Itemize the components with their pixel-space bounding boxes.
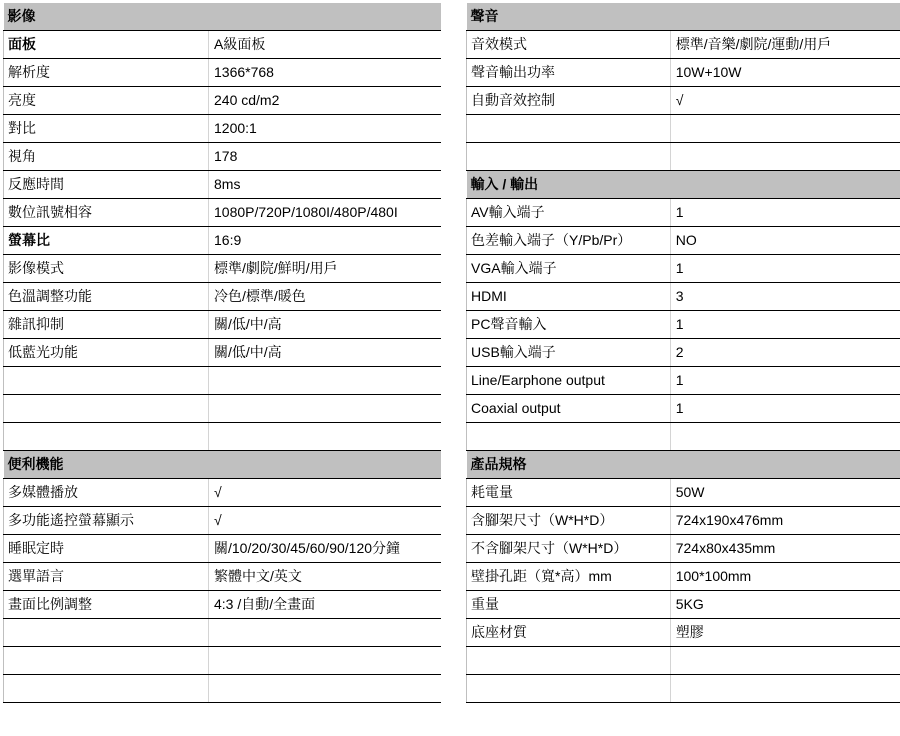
spec-label	[467, 143, 671, 171]
spec-row	[467, 507, 900, 535]
spec-value	[670, 423, 900, 451]
section-title: 產品規格	[467, 451, 671, 479]
spec-value	[209, 675, 441, 703]
spec-row	[467, 647, 900, 675]
spec-label	[4, 395, 209, 423]
spec-label: HDMI	[467, 283, 671, 311]
spec-row	[467, 591, 900, 619]
spec-row	[4, 227, 441, 255]
spec-row	[467, 367, 900, 395]
section-title: 輸入 / 輸出	[467, 171, 671, 199]
spec-label: 睡眠定時	[4, 535, 209, 563]
spec-value: 4:3 /自動/全畫面	[209, 591, 441, 619]
spec-row	[467, 115, 900, 143]
spec-label: VGA輸入端子	[467, 255, 671, 283]
spec-row	[4, 283, 441, 311]
spec-label	[4, 647, 209, 675]
spec-row	[467, 423, 900, 451]
spec-row	[467, 87, 900, 115]
spec-label: 低藍光功能	[4, 339, 209, 367]
spec-row	[467, 563, 900, 591]
spec-row	[467, 143, 900, 171]
spec-label: 畫面比例調整	[4, 591, 209, 619]
spec-value: 5KG	[670, 591, 900, 619]
section-header	[4, 3, 441, 31]
spec-label: 色溫調整功能	[4, 283, 209, 311]
section-header	[4, 451, 441, 479]
section-header	[467, 3, 900, 31]
spec-value: 塑膠	[670, 619, 900, 647]
spec-value	[209, 423, 441, 451]
spec-label: AV輸入端子	[467, 199, 671, 227]
spec-row	[4, 423, 441, 451]
spec-label: PC聲音輸入	[467, 311, 671, 339]
spec-label: 對比	[4, 115, 209, 143]
spec-row	[4, 395, 441, 423]
spec-value: √	[670, 87, 900, 115]
spec-value	[670, 115, 900, 143]
spec-row	[467, 227, 900, 255]
spec-label: 色差輸入端子（Y/Pb/Pr）	[467, 227, 671, 255]
spec-label: 雜訊抑制	[4, 311, 209, 339]
spec-label	[4, 423, 209, 451]
spec-label: 重量	[467, 591, 671, 619]
spec-value: 50W	[670, 479, 900, 507]
spec-value	[670, 647, 900, 675]
spec-row	[4, 87, 441, 115]
spec-row	[467, 59, 900, 87]
spec-label: 螢幕比	[4, 227, 209, 255]
spec-value: 240 cd/m2	[209, 87, 441, 115]
spec-value: 標準/音樂/劇院/運動/用戶	[670, 31, 900, 59]
spec-value: √	[209, 479, 441, 507]
section-title: 影像	[4, 3, 209, 31]
spec-row	[4, 535, 441, 563]
spec-row	[4, 591, 441, 619]
spec-label: 數位訊號相容	[4, 199, 209, 227]
spec-value: √	[209, 507, 441, 535]
section-header-spacer	[670, 451, 900, 479]
spec-value: 1200:1	[209, 115, 441, 143]
spec-value: 8ms	[209, 171, 441, 199]
spec-row	[4, 619, 441, 647]
spec-row	[4, 115, 441, 143]
spec-label	[4, 367, 209, 395]
spec-label	[4, 619, 209, 647]
spec-value: 2	[670, 339, 900, 367]
spec-label	[467, 675, 671, 703]
spec-value: 724x80x435mm	[670, 535, 900, 563]
section-header-spacer	[209, 451, 441, 479]
spec-value: 繁體中文/英文	[209, 563, 441, 591]
spec-row	[4, 255, 441, 283]
spec-row	[4, 199, 441, 227]
spec-label: 含腳架尺寸（W*H*D）	[467, 507, 671, 535]
spec-row	[467, 619, 900, 647]
spec-label: USB輸入端子	[467, 339, 671, 367]
spec-row	[467, 283, 900, 311]
spec-row	[467, 31, 900, 59]
spec-label: 影像模式	[4, 255, 209, 283]
spec-value: 1	[670, 395, 900, 423]
spec-row	[4, 171, 441, 199]
spec-label: 底座材質	[467, 619, 671, 647]
spec-label	[467, 115, 671, 143]
spec-row	[4, 143, 441, 171]
spec-row	[4, 675, 441, 703]
spec-value: 1366*768	[209, 59, 441, 87]
spec-row	[467, 339, 900, 367]
spec-row	[4, 31, 441, 59]
spec-label	[4, 675, 209, 703]
section-header-spacer	[670, 3, 900, 31]
spec-value	[209, 367, 441, 395]
spec-row	[467, 199, 900, 227]
spec-row	[467, 675, 900, 703]
spec-label	[467, 647, 671, 675]
spec-table-right	[466, 3, 900, 703]
spec-label	[467, 423, 671, 451]
spec-label: 視角	[4, 143, 209, 171]
spec-value	[670, 143, 900, 171]
spec-value: 724x190x476mm	[670, 507, 900, 535]
spec-label: 耗電量	[467, 479, 671, 507]
spec-row	[4, 367, 441, 395]
section-header-spacer	[209, 3, 441, 31]
spec-row	[467, 535, 900, 563]
spec-label: 反應時間	[4, 171, 209, 199]
spec-value: A級面板	[209, 31, 441, 59]
spec-value	[670, 675, 900, 703]
spec-value: 10W+10W	[670, 59, 900, 87]
spec-label: 音效模式	[467, 31, 671, 59]
spec-value	[209, 619, 441, 647]
spec-value: 1	[670, 367, 900, 395]
spec-label: 亮度	[4, 87, 209, 115]
spec-row	[4, 59, 441, 87]
spec-label: Line/Earphone output	[467, 367, 671, 395]
spec-value: 關/低/中/高	[209, 339, 441, 367]
spec-row	[4, 647, 441, 675]
spec-value: 冷色/標準/暖色	[209, 283, 441, 311]
spec-row	[467, 255, 900, 283]
section-title: 便利機能	[4, 451, 209, 479]
spec-value	[209, 647, 441, 675]
spec-value: 1	[670, 255, 900, 283]
spec-row	[4, 563, 441, 591]
spec-value: 1	[670, 311, 900, 339]
spec-value: 關/低/中/高	[209, 311, 441, 339]
spec-row	[4, 311, 441, 339]
spec-label: 多功能遙控螢幕顯示	[4, 507, 209, 535]
spec-row	[467, 311, 900, 339]
spec-row	[467, 395, 900, 423]
spec-table-left	[3, 3, 441, 703]
spec-label: 解析度	[4, 59, 209, 87]
spec-label: 壁掛孔距（寬*高）mm	[467, 563, 671, 591]
section-header-spacer	[670, 171, 900, 199]
spec-value: 關/10/20/30/45/60/90/120分鐘	[209, 535, 441, 563]
spec-value: 標準/劇院/鮮明/用戶	[209, 255, 441, 283]
section-header	[467, 451, 900, 479]
spec-label: 多媒體播放	[4, 479, 209, 507]
spec-label: 自動音效控制	[467, 87, 671, 115]
spec-row	[4, 479, 441, 507]
spec-label: 選單語言	[4, 563, 209, 591]
spec-value	[209, 395, 441, 423]
spec-value: 3	[670, 283, 900, 311]
spec-value: 1080P/720P/1080I/480P/480I	[209, 199, 441, 227]
spec-label: 聲音輸出功率	[467, 59, 671, 87]
spec-row	[4, 339, 441, 367]
spec-label: Coaxial output	[467, 395, 671, 423]
spec-label: 面板	[4, 31, 209, 59]
spec-value: NO	[670, 227, 900, 255]
spec-value: 100*100mm	[670, 563, 900, 591]
spec-value: 178	[209, 143, 441, 171]
spec-value: 16:9	[209, 227, 441, 255]
spec-row	[4, 507, 441, 535]
spec-label: 不含腳架尺寸（W*H*D）	[467, 535, 671, 563]
spec-row	[467, 479, 900, 507]
spec-value: 1	[670, 199, 900, 227]
section-header	[467, 171, 900, 199]
section-title: 聲音	[467, 3, 671, 31]
